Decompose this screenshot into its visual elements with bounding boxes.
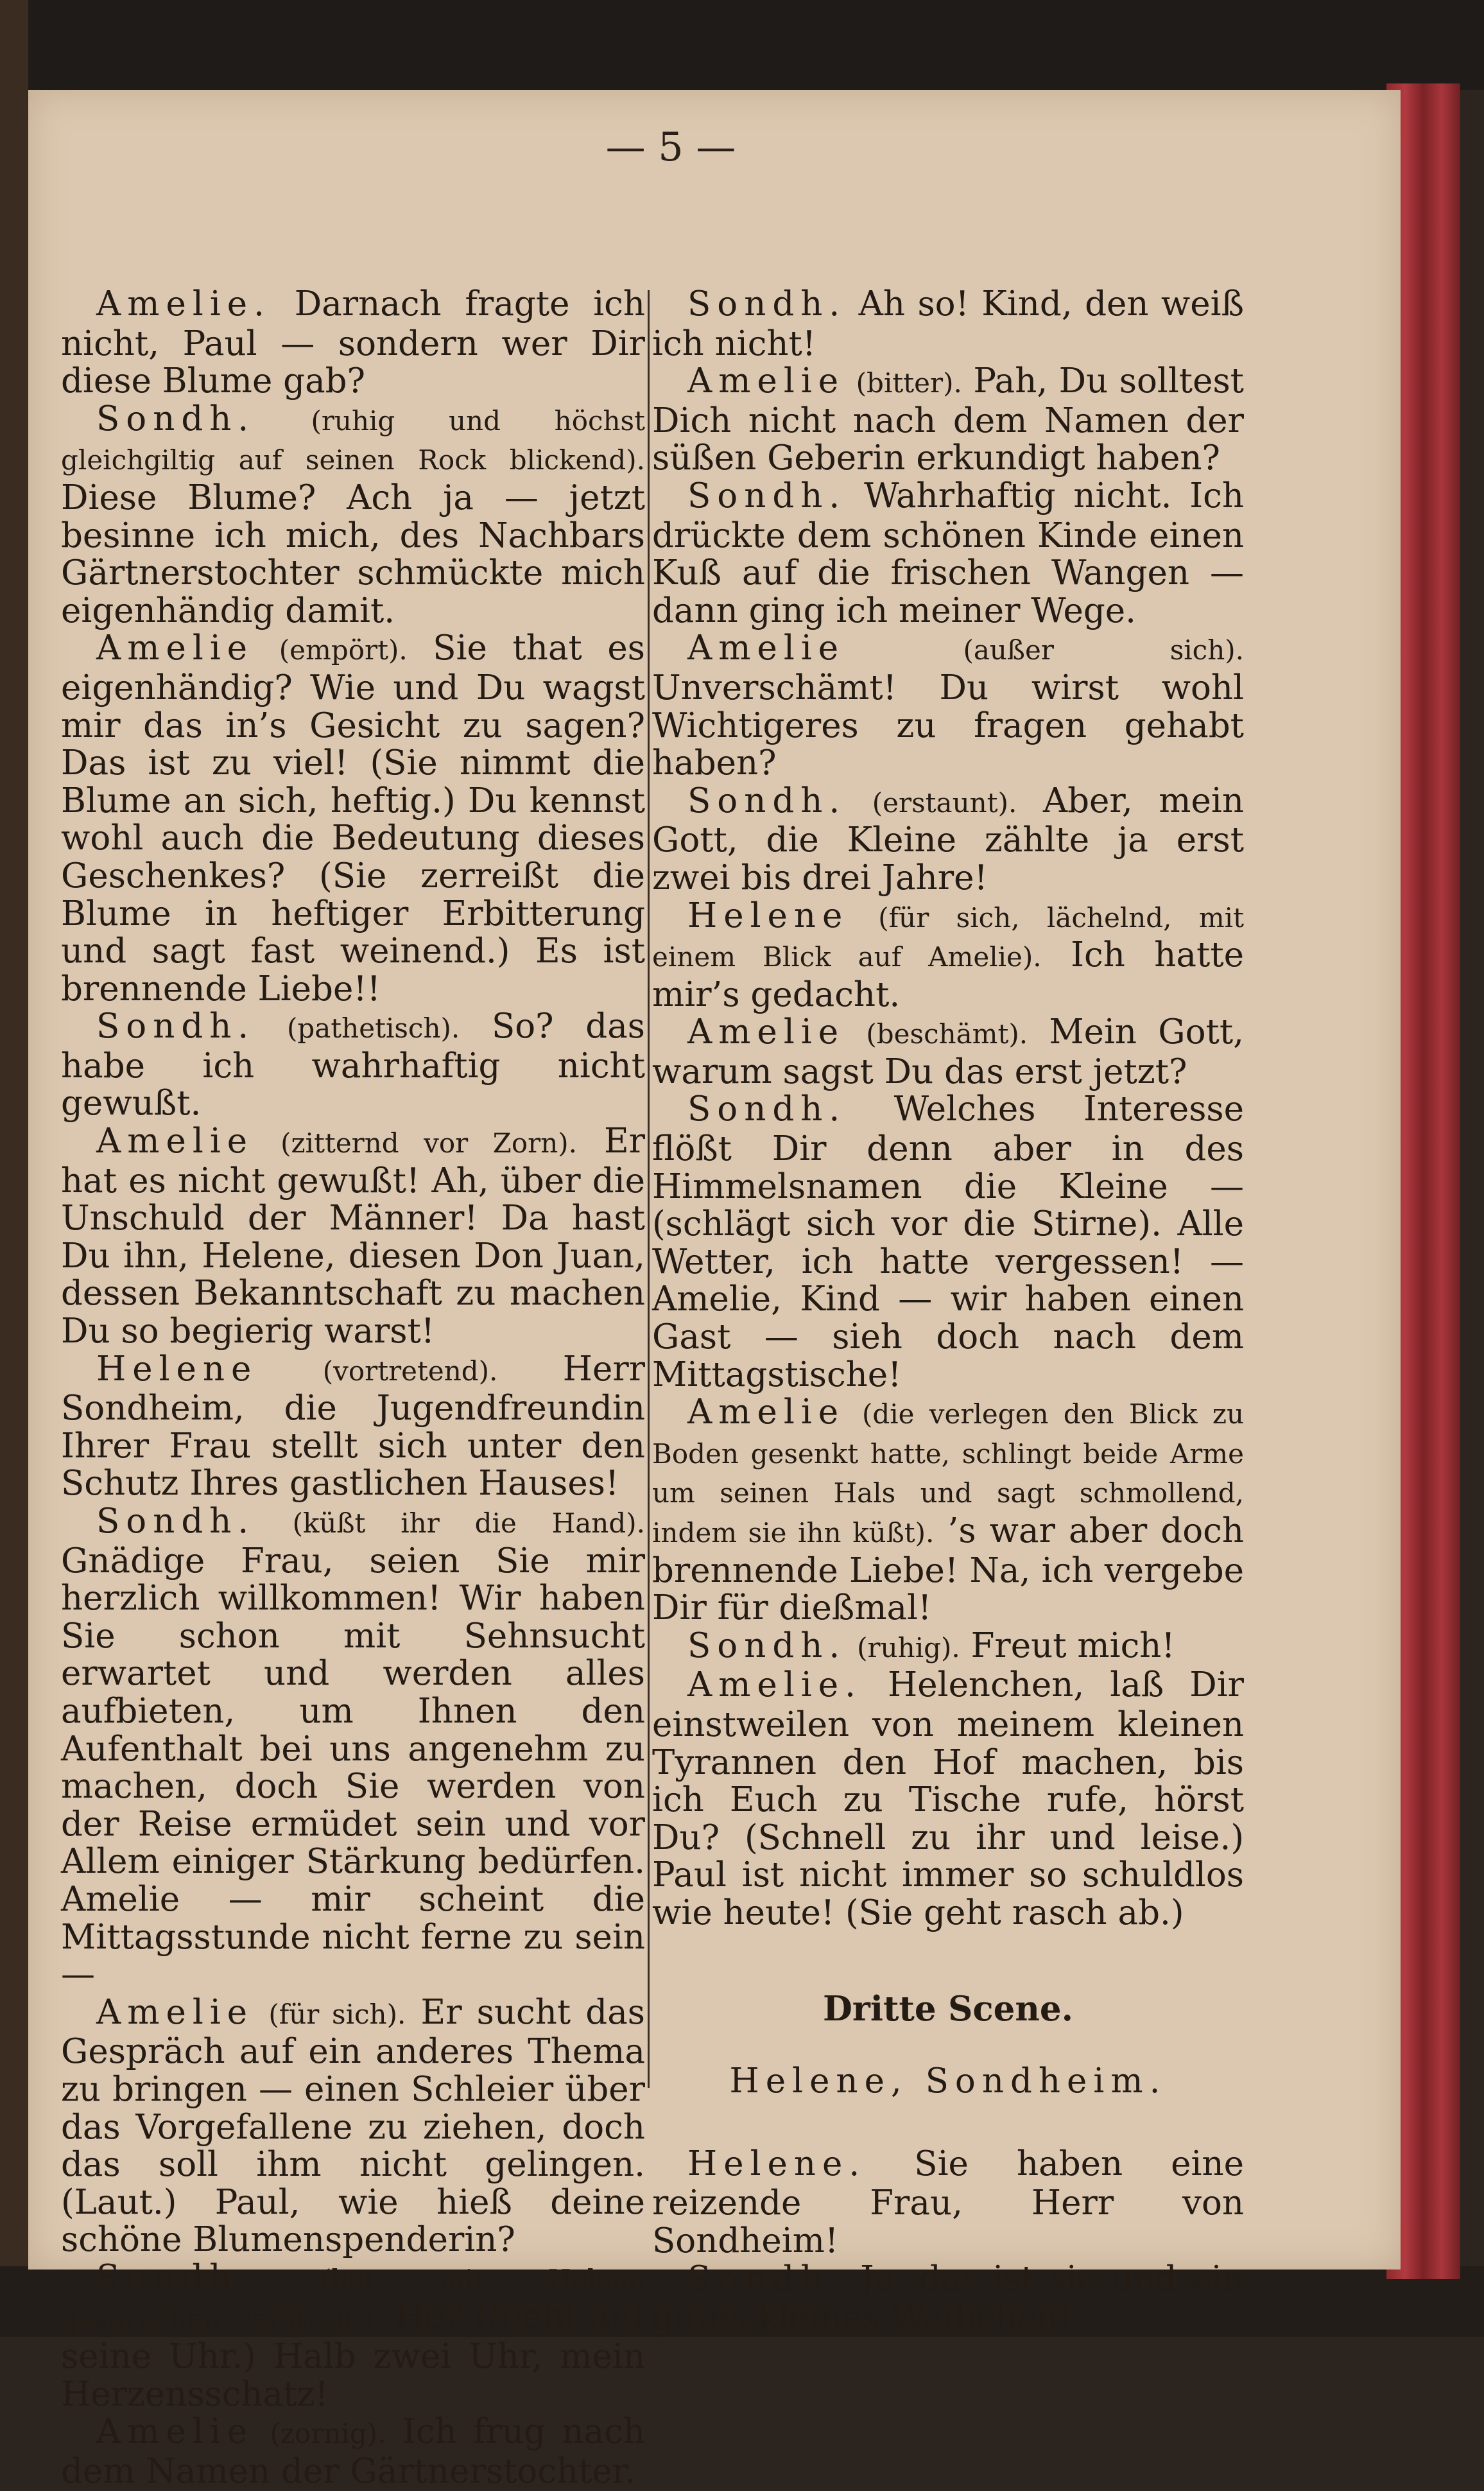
dialogue-line: Sondh. (pathetisch). So? das habe ich wahrhaftig nicht gewußt.: [61, 1007, 645, 1124]
scene-characters: Helene, Sondheim.: [729, 2061, 1167, 2101]
dialogue-line: Sondh. Wahrhaftig nicht. Ich drückte dem schönen Kinde einen Kuß auf die frischen Wangen — dann ging ich meiner Wege.: [652, 476, 1244, 630]
dialogue-line: Sondh. (ruhig und höchst gleichgiltig auf seinen Rock blickend). Diese Blume? Ach ja — jetzt besinne ich mich, des Nachbars Gärtnerstochter schmückte mich eigenhändig damit.: [61, 399, 645, 630]
dialogue-line: Amelie (bitter). Pah, Du solltest Dich nicht nach dem Namen der süßen Geberin erkundigt haben?: [652, 361, 1244, 478]
dialogue-line: Sondh. Ja, das ist sie und ein gutes kleines Weibchen!: [652, 2259, 1244, 2338]
column-rule: [648, 290, 650, 2088]
dialogue-line: Helene (für sich, lächelnd, mit einem Blick auf Amelie). Ich hatte mir’s gedacht.: [652, 896, 1244, 1014]
dialogue-line: Amelie (zornig). Ich frug nach dem Namen der Gärtnerstochter.: [61, 2412, 645, 2491]
scene-gap: [652, 2027, 1244, 2063]
scene-heading: Dritte Scene.: [822, 1988, 1074, 2029]
dialogue-line: Sondh. (küßt ihr die Hand). Gnädige Frau, seien Sie mir herzlich willkommen! Wir haben Sie schon mit Sehnsucht erwartet und werden alles aufbieten, um Ihnen den Aufenthalt bei uns angenehm zu machen, doch Sie werden von der Reise ermüdet sein und vor Allem einiger Stärkung bedürfen. Amelie — mir scheint die Mittagsstunde nicht ferne zu sein —: [61, 1502, 645, 1995]
dialogue-line: Amelie (zitternd vor Zorn). Er hat es nicht gewußt! Ah, über die Unschuld der Männer! Da hast Du ihn, Helene, diesen Don Juan, dessen Bekanntschaft zu machen Du so begierig warst!: [61, 1122, 645, 1351]
dialogue-line: Sondh. (erstaunt). Aber, mein Gott, die Kleine zählte ja erst zwei bis drei Jahre!: [652, 781, 1244, 898]
scene-gap: [652, 2101, 1244, 2146]
dialogue-line: Sondh. (hat mit Helene gesprochen, zerstreut). He? (Sieht auf seine Uhr.) Halb zwei Uhr, mein Herzensschatz!: [61, 2257, 645, 2414]
right-column: [652, 286, 1244, 2338]
dialogue-line: Helene (vortretend). Herr Sondheim, die Jugendfreundin Ihrer Frau stellt sich unter den Schutz Ihres gastlichen Hauses!: [61, 1349, 645, 1504]
background-top: [0, 0, 1484, 90]
page-number: — 5 —: [605, 123, 736, 170]
scene-gap: [652, 1932, 1244, 1990]
dialogue-line: Amelie (beschämt). Mein Gott, warum sagst Du das erst jetzt?: [652, 1012, 1244, 1091]
dialogue-line: Sondh. Welches Interesse flößt Dir denn aber in des Himmelsnamen die Kleine — (schlägt sich vor die Stirne). Alle Wetter, ich hatte vergessen! — Amelie, Kind — wir haben einen Gast — sieh doch nach dem Mittagstische!: [652, 1089, 1244, 1394]
dialogue-line: Amelie. Darnach fragte ich nicht, Paul — sondern wer Dir diese Blume gab?: [61, 284, 645, 401]
dialogue-line: Amelie (die verlegen den Blick zu Boden gesenkt hatte, schlingt beide Arme um seinen Hals und sagt schmollend, indem sie ihn küßt). ’s war aber doch brennende Liebe! Na, ich vergebe Dir für dießmal!: [652, 1393, 1245, 1628]
dialogue-line: Sondh. (ruhig). Freut mich!: [687, 1626, 1175, 1665]
dialogue-line: Amelie (empört). Sie that es eigenhändig? Wie und Du wagst mir das in’s Gesicht zu sagen? Das ist zu viel! (Sie nimmt die Blume an sich, heftig.) Du kennst wohl auch die Bedeutung dieses Geschenkes? (Sie zerreißt die Blume in heftiger Erbitterung und sagt fast weinend.) Es ist brennende Liebe!!: [61, 629, 645, 1009]
background-left: [0, 0, 28, 2337]
left-column: [61, 286, 645, 2490]
dialogue-line: Amelie (außer sich). Unverschämt! Du wirst wohl Wichtigeres zu fragen gehabt haben?: [652, 629, 1244, 783]
dialogue-line: Amelie (für sich). Er sucht das Gespräch auf ein anderes Thema zu bringen — einen Schleier über das Vorgefallene zu ziehen, doch das soll ihm nicht gelingen. (Laut.) Paul, wie hieß deine schöne Blumenspenderin?: [61, 1992, 645, 2260]
dialogue-line: Amelie. Helenchen, laß Dir einstweilen von meinem kleinen Tyrannen den Hof machen, bis ich Euch zu Tische rufe, hörst Du? (Schnell zu ihr und leise.) Paul ist nicht immer so schuldlos wie heute! (Sie geht rasch ab.): [652, 1665, 1244, 1932]
dialogue-line: Helene. Sie haben eine reizende Frau, Herr von Sondheim!: [652, 2144, 1244, 2261]
dialogue-line: Sondh. Ah so! Kind, den weiß ich nicht!: [652, 284, 1244, 363]
